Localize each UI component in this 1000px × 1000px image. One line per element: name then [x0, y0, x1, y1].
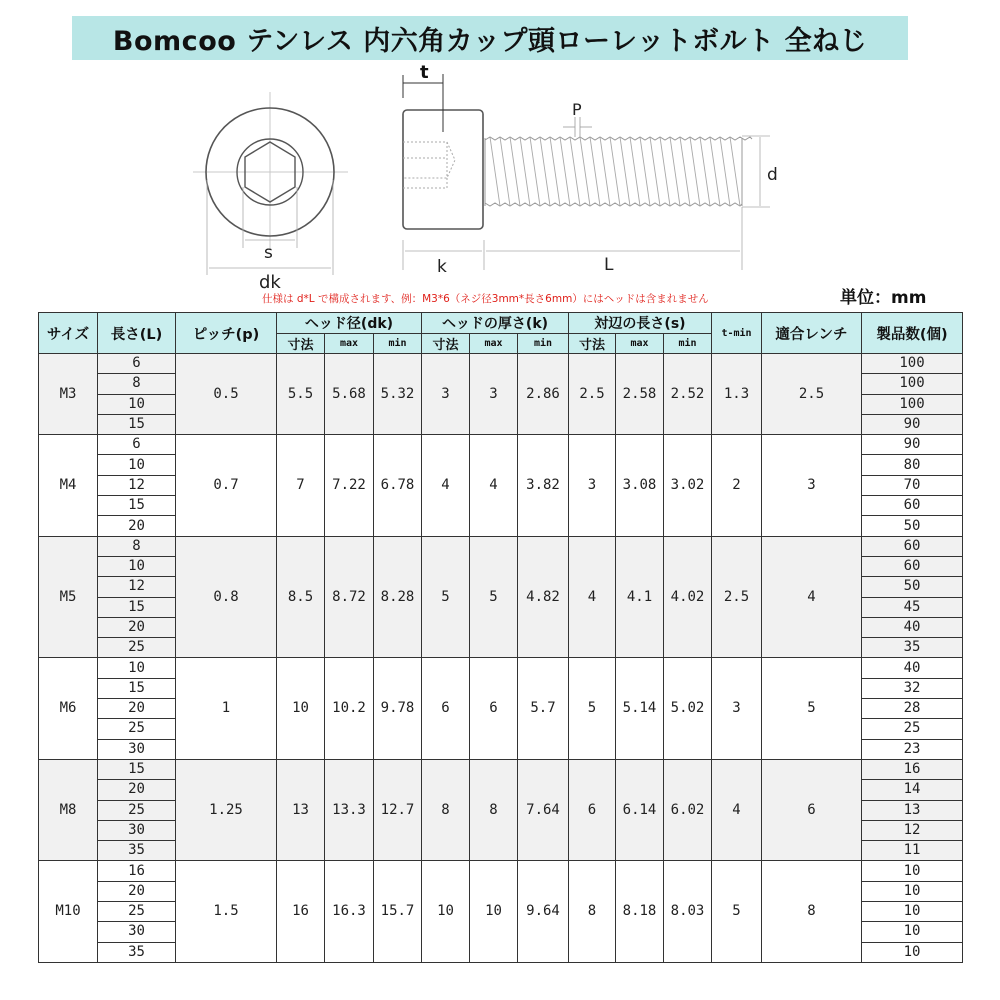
- cell-dk-max: 10.2: [325, 658, 374, 759]
- table-row: [39, 759, 963, 779]
- cell-length: 16: [98, 861, 176, 881]
- cell-size: M5: [39, 536, 98, 658]
- cell-pitch: 1: [176, 658, 277, 759]
- cell-dk-min: 12.7: [374, 759, 422, 860]
- header-wrench: 適合レンチ: [762, 313, 862, 354]
- header-t-min: t-min: [712, 313, 762, 354]
- spec-table: [38, 312, 963, 963]
- header-head-thickness: ヘッドの厚さ(k): [422, 313, 569, 334]
- cell-wrench: 5: [762, 658, 862, 759]
- cell-length: 25: [98, 902, 176, 922]
- cell-size: M6: [39, 658, 98, 759]
- header-head-diameter: ヘッド径(dk): [277, 313, 422, 334]
- subheader-min: min: [664, 334, 712, 354]
- cell-dk-max: 16.3: [325, 861, 374, 962]
- cell-k-nominal: 5: [422, 536, 470, 658]
- cell-length: 10: [98, 556, 176, 576]
- cell-quantity: 50: [862, 516, 963, 536]
- cell-dk-min: 15.7: [374, 861, 422, 962]
- cell-length: 30: [98, 820, 176, 840]
- cell-s-nominal: 8: [569, 861, 616, 962]
- cell-k-nominal: 4: [422, 435, 470, 536]
- cell-quantity: 50: [862, 577, 963, 597]
- subheader-nominal: 寸法: [277, 334, 325, 354]
- subheader-min: min: [374, 334, 422, 354]
- table-row: [39, 658, 963, 678]
- header-size: サイズ: [39, 313, 98, 354]
- cell-wrench: 4: [762, 536, 862, 658]
- cell-length: 15: [98, 414, 176, 434]
- cell-k-max: 3: [470, 354, 518, 435]
- cell-quantity: 60: [862, 536, 963, 556]
- cell-quantity: 11: [862, 841, 963, 861]
- cell-length: 20: [98, 516, 176, 536]
- label-L: L: [604, 255, 614, 275]
- cell-quantity: 10: [862, 902, 963, 922]
- spec-table-body: [39, 354, 963, 963]
- cell-dk-min: 6.78: [374, 435, 422, 536]
- cell-s-max: 6.14: [616, 759, 664, 860]
- cell-length: 10: [98, 394, 176, 414]
- cell-k-min: 9.64: [518, 861, 569, 962]
- label-k: k: [437, 257, 447, 277]
- cell-quantity: 60: [862, 496, 963, 516]
- cell-dk-min: 9.78: [374, 658, 422, 759]
- cell-size: M4: [39, 435, 98, 536]
- cell-length: 12: [98, 475, 176, 495]
- cell-length: 20: [98, 617, 176, 637]
- header-pitch: ピッチ(p): [176, 313, 277, 354]
- subheader-max: max: [325, 334, 374, 354]
- cell-length: 30: [98, 739, 176, 759]
- table-row: [39, 354, 963, 374]
- subheader-nominal: 寸法: [422, 334, 470, 354]
- cell-quantity: 60: [862, 556, 963, 576]
- cell-length: 6: [98, 435, 176, 455]
- cell-pitch: 1.5: [176, 861, 277, 962]
- header-quantity: 製品数(個): [862, 313, 963, 354]
- cell-s-max: 5.14: [616, 658, 664, 759]
- cell-t-min: 3: [712, 658, 762, 759]
- cell-wrench: 6: [762, 759, 862, 860]
- page-title: Bomcoo テンレス 内六角カップ頭ローレットボルト 全ねじ: [112, 25, 868, 57]
- cell-length: 30: [98, 922, 176, 942]
- cell-length: 10: [98, 658, 176, 678]
- cell-s-min: 4.02: [664, 536, 712, 658]
- cell-length: 15: [98, 597, 176, 617]
- cell-dk-nominal: 7: [277, 435, 325, 536]
- cell-quantity: 10: [862, 942, 963, 962]
- cell-quantity: 90: [862, 435, 963, 455]
- cell-s-min: 2.52: [664, 354, 712, 435]
- cell-dk-nominal: 16: [277, 861, 325, 962]
- table-row: [39, 435, 963, 455]
- cell-t-min: 5: [712, 861, 762, 962]
- subheader-nominal: 寸法: [569, 334, 616, 354]
- cell-dk-max: 13.3: [325, 759, 374, 860]
- cell-k-max: 5: [470, 536, 518, 658]
- cell-size: M3: [39, 354, 98, 435]
- cell-t-min: 2: [712, 435, 762, 536]
- cell-quantity: 35: [862, 638, 963, 658]
- cell-quantity: 23: [862, 739, 963, 759]
- cell-length: 15: [98, 759, 176, 779]
- cell-quantity: 10: [862, 881, 963, 901]
- cell-k-nominal: 8: [422, 759, 470, 860]
- cell-quantity: 28: [862, 699, 963, 719]
- cell-wrench: 8: [762, 861, 862, 962]
- cell-dk-max: 5.68: [325, 354, 374, 435]
- cell-s-min: 8.03: [664, 861, 712, 962]
- cell-dk-nominal: 5.5: [277, 354, 325, 435]
- cell-length: 20: [98, 780, 176, 800]
- cell-s-nominal: 4: [569, 536, 616, 658]
- table-row: [39, 536, 963, 556]
- label-P: P: [572, 100, 582, 119]
- cell-wrench: 3: [762, 435, 862, 536]
- spec-note: 仕様は d*L で構成されます、例：M3*6（ネジ径3mm*長さ6mm）にはヘッドは含まれません: [262, 293, 709, 305]
- cell-quantity: 90: [862, 414, 963, 434]
- cell-quantity: 16: [862, 759, 963, 779]
- cell-quantity: 100: [862, 394, 963, 414]
- cell-k-min: 7.64: [518, 759, 569, 860]
- cell-dk-nominal: 8.5: [277, 536, 325, 658]
- cell-dk-max: 7.22: [325, 435, 374, 536]
- cell-length: 8: [98, 536, 176, 556]
- cell-k-min: 5.7: [518, 658, 569, 759]
- cell-dk-min: 8.28: [374, 536, 422, 658]
- label-d: d: [767, 165, 778, 185]
- cell-quantity: 10: [862, 922, 963, 942]
- cell-pitch: 0.7: [176, 435, 277, 536]
- cell-pitch: 0.5: [176, 354, 277, 435]
- subheader-max: max: [616, 334, 664, 354]
- cell-dk-min: 5.32: [374, 354, 422, 435]
- cell-length: 35: [98, 841, 176, 861]
- cell-quantity: 10: [862, 861, 963, 881]
- cell-quantity: 70: [862, 475, 963, 495]
- cell-k-max: 6: [470, 658, 518, 759]
- cell-pitch: 0.8: [176, 536, 277, 658]
- cell-quantity: 40: [862, 617, 963, 637]
- cell-s-max: 3.08: [616, 435, 664, 536]
- cell-dk-nominal: 13: [277, 759, 325, 860]
- bolt-diagram: [0, 60, 1000, 295]
- cell-length: 15: [98, 678, 176, 698]
- cell-length: 12: [98, 577, 176, 597]
- cell-s-min: 6.02: [664, 759, 712, 860]
- cell-k-max: 4: [470, 435, 518, 536]
- cell-length: 35: [98, 942, 176, 962]
- subheader-min: min: [518, 334, 569, 354]
- cell-pitch: 1.25: [176, 759, 277, 860]
- cell-length: 25: [98, 638, 176, 658]
- cell-s-min: 5.02: [664, 658, 712, 759]
- cell-k-min: 3.82: [518, 435, 569, 536]
- subheader-max: max: [470, 334, 518, 354]
- cell-s-max: 4.1: [616, 536, 664, 658]
- cell-length: 20: [98, 881, 176, 901]
- cell-k-min: 4.82: [518, 536, 569, 658]
- cell-length: 20: [98, 699, 176, 719]
- cell-quantity: 100: [862, 354, 963, 374]
- cell-s-nominal: 2.5: [569, 354, 616, 435]
- cell-size: M10: [39, 861, 98, 962]
- cell-t-min: 2.5: [712, 536, 762, 658]
- cell-quantity: 25: [862, 719, 963, 739]
- cell-length: 8: [98, 374, 176, 394]
- cell-length: 6: [98, 354, 176, 374]
- cell-quantity: 14: [862, 780, 963, 800]
- cell-s-nominal: 6: [569, 759, 616, 860]
- cell-quantity: 12: [862, 820, 963, 840]
- cell-length: 25: [98, 719, 176, 739]
- header-across-flats: 対辺の長さ(s): [569, 313, 712, 334]
- cell-length: 25: [98, 800, 176, 820]
- cell-k-min: 2.86: [518, 354, 569, 435]
- label-dk: dk: [259, 272, 281, 293]
- cell-length: 15: [98, 496, 176, 516]
- cell-dk-max: 8.72: [325, 536, 374, 658]
- cell-s-min: 3.02: [664, 435, 712, 536]
- cell-quantity: 100: [862, 374, 963, 394]
- unit-label: 単位：mm: [840, 288, 927, 308]
- cell-wrench: 2.5: [762, 354, 862, 435]
- cell-quantity: 13: [862, 800, 963, 820]
- cell-quantity: 32: [862, 678, 963, 698]
- table-row: [39, 861, 963, 881]
- cell-quantity: 45: [862, 597, 963, 617]
- cell-s-nominal: 3: [569, 435, 616, 536]
- cell-s-max: 8.18: [616, 861, 664, 962]
- cell-k-nominal: 6: [422, 658, 470, 759]
- title-banner: [72, 16, 908, 60]
- cell-quantity: 40: [862, 658, 963, 678]
- cell-size: M8: [39, 759, 98, 860]
- cell-k-nominal: 3: [422, 354, 470, 435]
- cell-dk-nominal: 10: [277, 658, 325, 759]
- label-t: t: [420, 62, 429, 83]
- label-s: s: [264, 243, 273, 263]
- cell-t-min: 4: [712, 759, 762, 860]
- cell-t-min: 1.3: [712, 354, 762, 435]
- cell-k-max: 8: [470, 759, 518, 860]
- cell-k-nominal: 10: [422, 861, 470, 962]
- cell-k-max: 10: [470, 861, 518, 962]
- cell-s-max: 2.58: [616, 354, 664, 435]
- cell-s-nominal: 5: [569, 658, 616, 759]
- cell-length: 10: [98, 455, 176, 475]
- cell-quantity: 80: [862, 455, 963, 475]
- bolt-side-view: [403, 74, 770, 270]
- header-length: 長さ(L): [98, 313, 176, 354]
